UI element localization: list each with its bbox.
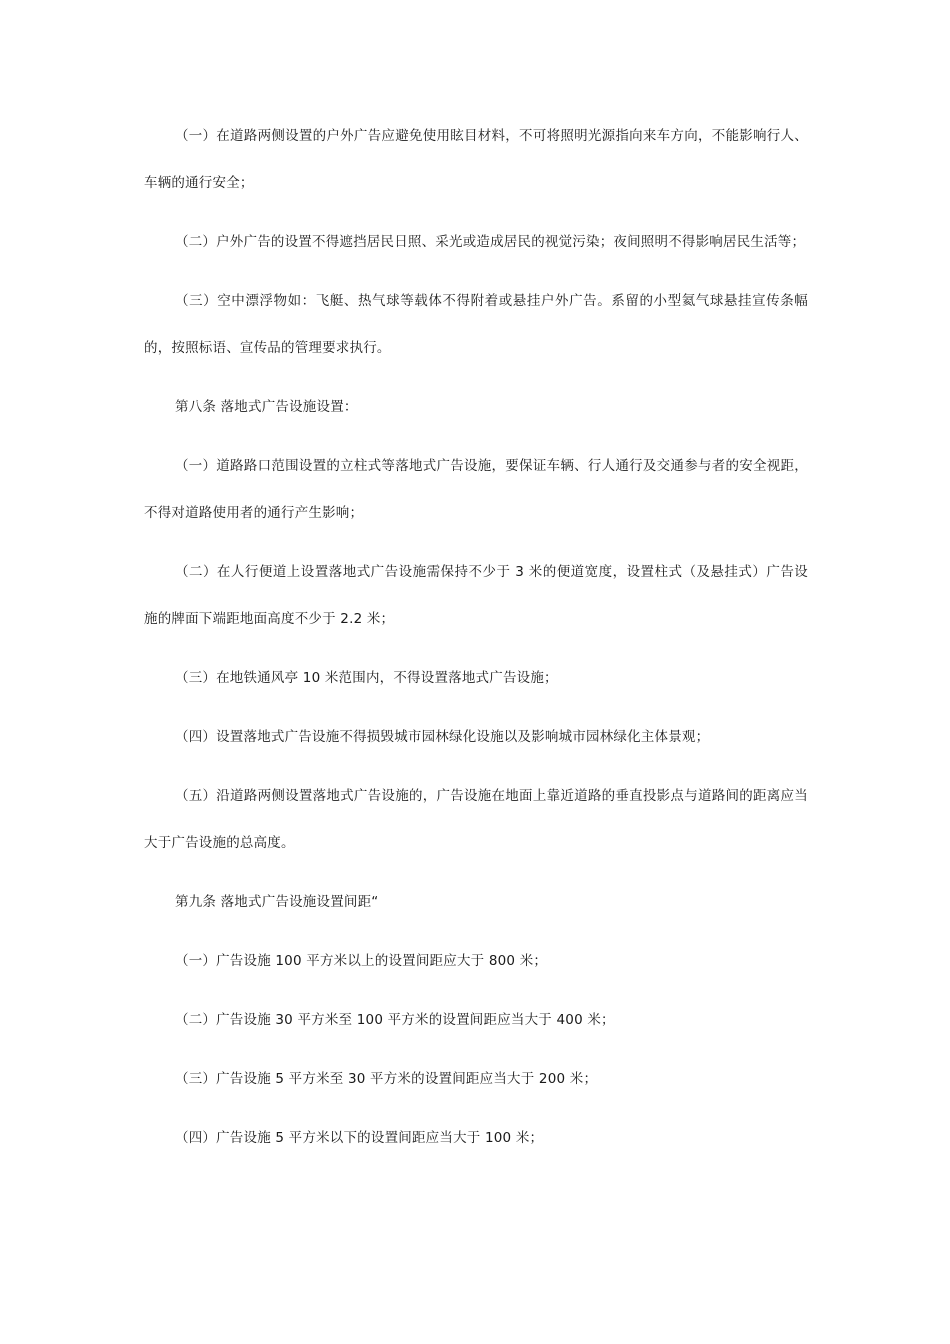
paragraph-9-4: （四）广告设施 5 平方米以下的设置间距应当大于 100 米；	[175, 1130, 544, 1146]
paragraph-9-3: （三）广告设施 5 平方米至 30 平方米的设置间距应当大于 200 米；	[175, 1071, 598, 1087]
paragraph-7-3: （三）空中漂浮物如：飞艇、热气球等载体不得附着或悬挂户外广告。系留的小型氦气球悬挂宣传条幅的，按照标语、宣传品的管理要求执行。	[144, 293, 808, 356]
paragraph-8-5: （五）沿道路两侧设置落地式广告设施的，广告设施在地面上靠近道路的垂直投影点与道路间的距离应当大于广告设施的总高度。	[144, 788, 808, 851]
paragraph-7-1: （一）在道路两侧设置的户外广告应避免使用眩目材料，不可将照明光源指向来车方向，不能影响行人、车辆的通行安全；	[144, 128, 808, 191]
article-9-heading: 第九条 落地式广告设施设置间距“	[175, 894, 379, 910]
paragraph-9-2: （二）广告设施 30 平方米至 100 平方米的设置间距应当大于 400 米；	[175, 1012, 615, 1028]
paragraph-8-2: （二）在人行便道上设置落地式广告设施需保持不少于 3 米的便道宽度，设置柱式（及悬挂式）广告设施的牌面下端距地面高度不少于 2.2 米；	[144, 564, 808, 627]
document-body	[144, 113, 808, 1162]
article-8-heading: 第八条 落地式广告设施设置：	[175, 399, 358, 415]
paragraph-8-3: （三）在地铁通风亭 10 米范围内，不得设置落地式广告设施；	[175, 670, 558, 686]
paragraph-8-1: （一）道路路口范围设置的立柱式等落地式广告设施，要保证车辆、行人通行及交通参与者的安全视距，不得对道路使用者的通行产生影响；	[144, 458, 808, 521]
paragraph-9-1: （一）广告设施 100 平方米以上的设置间距应大于 800 米；	[175, 953, 548, 969]
paragraph-8-4: （四）设置落地式广告设施不得损毁城市园林绿化设施以及影响城市园林绿化主体景观；	[175, 729, 710, 745]
paragraph-7-2: （二）户外广告的设置不得遮挡居民日照、采光或造成居民的视觉污染；夜间照明不得影响居民生活等；	[175, 234, 806, 250]
